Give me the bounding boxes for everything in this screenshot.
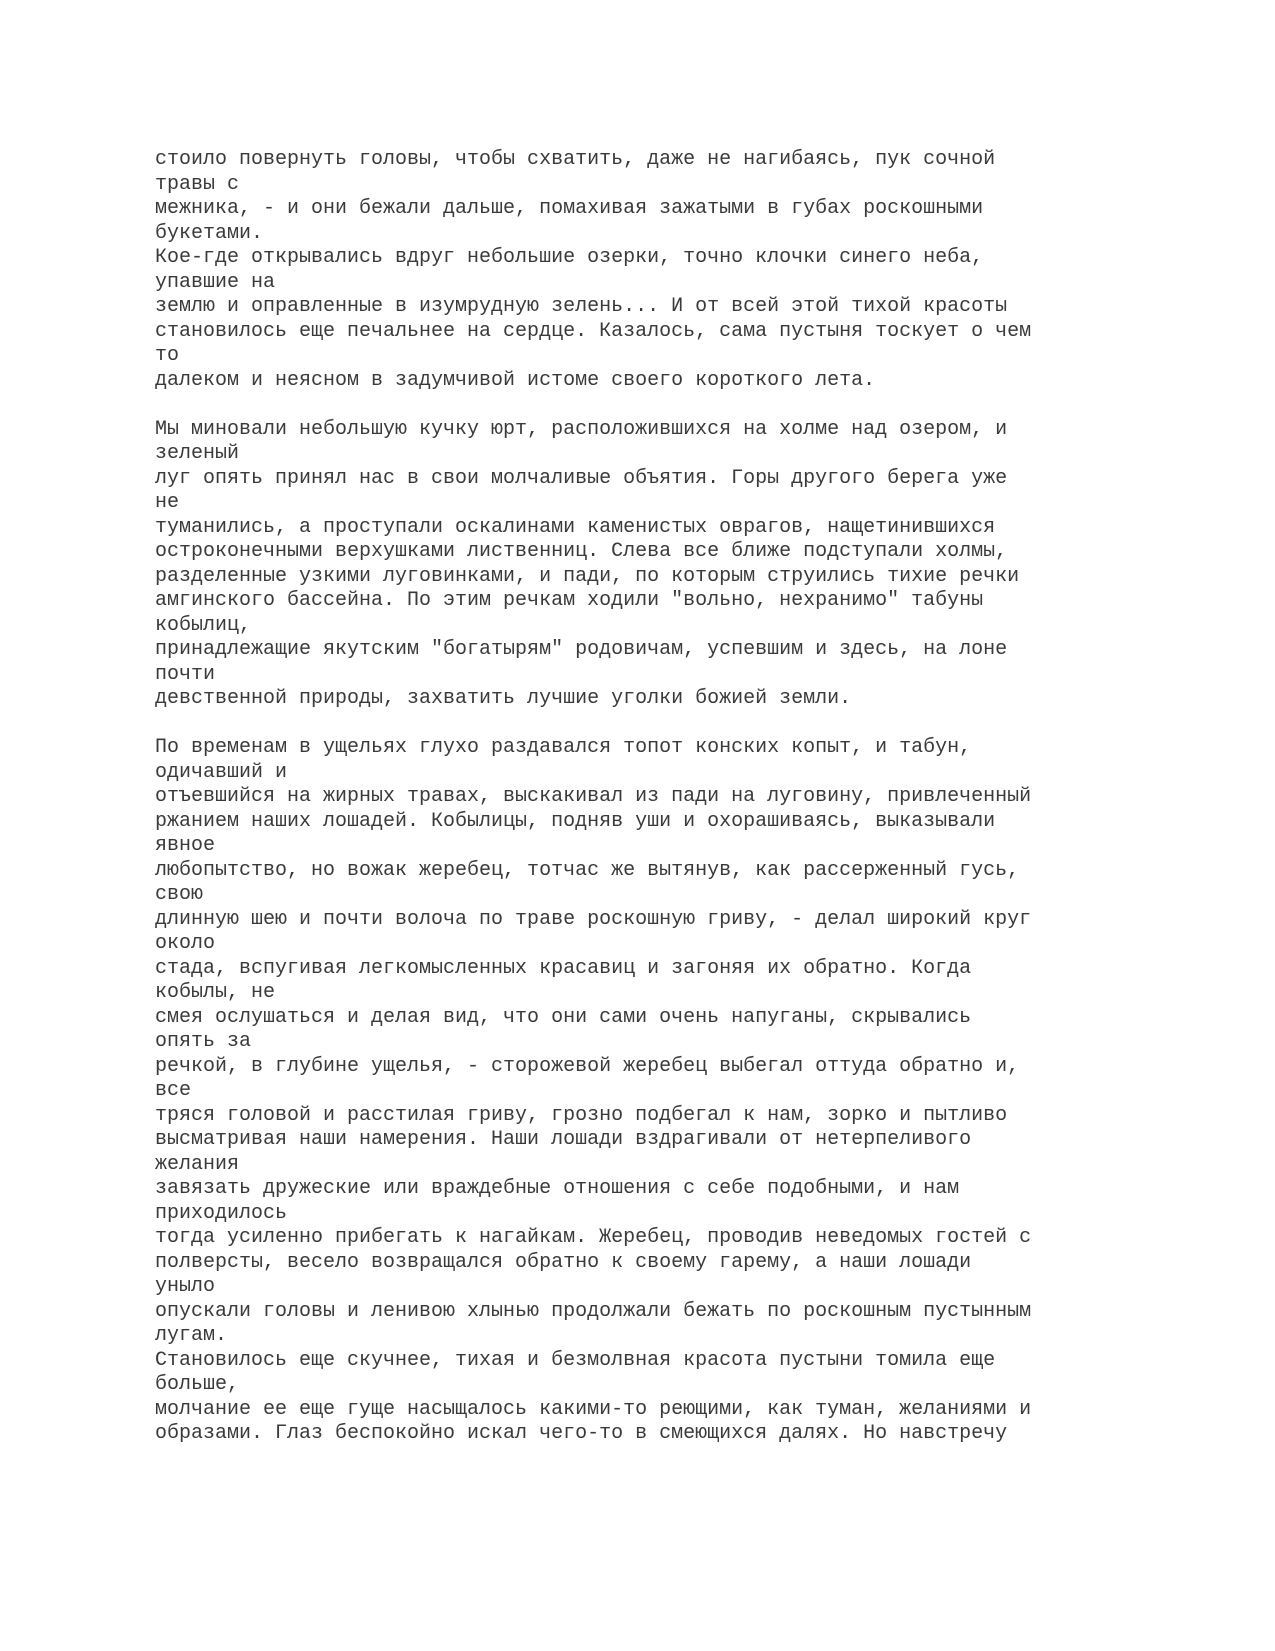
text-line: зеленый	[155, 442, 240, 465]
text-line: около	[155, 932, 216, 955]
text-line: опускали головы и ленивою хлынью продолжали бежать по роскошным пустынным	[155, 1299, 1032, 1323]
text-line: молчание ее еще гуще насыщалось какими-то реющими, как туман, желаниями и	[155, 1397, 1032, 1421]
paragraph-gap	[155, 393, 1235, 418]
text-line: межника, - и они бежали дальше, помахивая зажатыми в губах роскошными	[155, 197, 984, 220]
text-line: становилось еще печальнее на сердце. Казалось, сама пустыня тоскует о чем	[155, 319, 1032, 343]
text-line: далеком и неясном в задумчивой истоме своего короткого лета.	[155, 368, 876, 392]
text-line: отъевшийся на жирных травах, выскакивал из пади на луговину, привлеченный	[155, 785, 1032, 808]
text-line: любопытство, но вожак жеребец, тотчас же вытянув, как рассерженный гусь,	[155, 858, 1020, 882]
text-line: одичавший и	[155, 760, 288, 784]
text-line: Кое-где открывались вдруг небольшие озерки, точно клочки синего неба,	[155, 246, 984, 269]
text-line: букетами.	[155, 221, 264, 245]
text-line: тогда усиленно прибегать к нагайкам. Жеребец, проводив неведомых гостей с	[155, 1226, 1032, 1249]
paragraph-gap	[155, 712, 1235, 737]
text-line: то	[155, 344, 180, 367]
text-line: лугам.	[155, 1324, 228, 1347]
text-line: высматривая наши намерения. Наши лошади вздрагивали от нетерпеливого	[155, 1128, 972, 1151]
text-line: смея ослушаться и делая вид, что они сами очень напуганы, скрывались	[155, 1005, 972, 1029]
text-line: уныло	[155, 1275, 216, 1298]
text-line: луг опять принял нас в свои молчаливые объятия. Горы другого берега уже	[155, 466, 1008, 490]
text-line: приходилось	[155, 1201, 288, 1225]
text-line: Становилось еще скучнее, тихая и безмолвная красота пустыни томила еще	[155, 1348, 996, 1372]
text-line: По временам в ущельях глухо раздавался топот конских копыт, и табун,	[155, 736, 972, 759]
text-line: амгинского бассейна. По этим речкам ходили "вольно, нехранимо" табуны	[155, 589, 984, 612]
text-line: больше,	[155, 1373, 240, 1396]
text-line: туманились, а проступали оскалинами каменистых оврагов, нащетинившихся	[155, 515, 996, 539]
text-line: землю и оправленные в изумрудную зелень... И от всей этой тихой красоты	[155, 295, 1008, 318]
text-line: упавшие на	[155, 270, 276, 294]
document-body	[155, 148, 1235, 1447]
text-line: травы с	[155, 172, 240, 196]
text-line: все	[155, 1079, 192, 1102]
text-line: почти	[155, 662, 216, 686]
text-line: девственной природы, захватить лучшие уголки божией земли.	[155, 687, 852, 710]
text-line: завязать дружеские или враждебные отношения с себе подобными, и нам	[155, 1177, 960, 1200]
text-line: кобылы, не	[155, 981, 276, 1004]
text-line: остроконечными верхушками лиственниц. Слева все ближе подступали холмы,	[155, 540, 1008, 563]
text-line: опять за	[155, 1030, 252, 1053]
text-line: Мы миновали небольшую кучку юрт, расположившихся на холме над озером, и	[155, 417, 1008, 441]
text-line: длинную шею и почти волоча по траве роскошную гриву, - делал широкий круг	[155, 907, 1032, 931]
text-line: явное	[155, 834, 216, 857]
paragraph	[155, 148, 1235, 393]
text-line: не	[155, 491, 180, 514]
text-line: ржанием наших лошадей. Кобылицы, подняв уши и охорашиваясь, выказывали	[155, 809, 996, 833]
paragraph	[155, 418, 1235, 712]
text-line: речкой, в глубине ущелья, - сторожевой жеребец выбегал оттуда обратно и,	[155, 1054, 1020, 1078]
text-line: образами. Глаз беспокойно искал чего-то в смеющихся далях. Но навстречу	[155, 1422, 1008, 1445]
text-line: свою	[155, 883, 204, 906]
paragraph	[155, 736, 1235, 1447]
text-line: тряся головой и расстилая гриву, грозно подбегал к нам, зорко и пытливо	[155, 1103, 1008, 1127]
text-line: полверсты, весело возвращался обратно к своему гарему, а наши лошади	[155, 1250, 972, 1274]
text-line: желания	[155, 1152, 240, 1176]
text-line: стоило повернуть головы, чтобы схватить, даже не нагибаясь, пук сочной	[155, 148, 996, 171]
text-line: разделенные узкими луговинками, и пади, по которым струились тихие речки	[155, 564, 1020, 588]
text-line: принадлежащие якутским "богатырям" родовичам, успевшим и здесь, на лоне	[155, 638, 1008, 661]
text-line: стада, вспугивая легкомысленных красавиц и загоняя их обратно. Когда	[155, 956, 972, 980]
text-line: кобылиц,	[155, 613, 252, 637]
